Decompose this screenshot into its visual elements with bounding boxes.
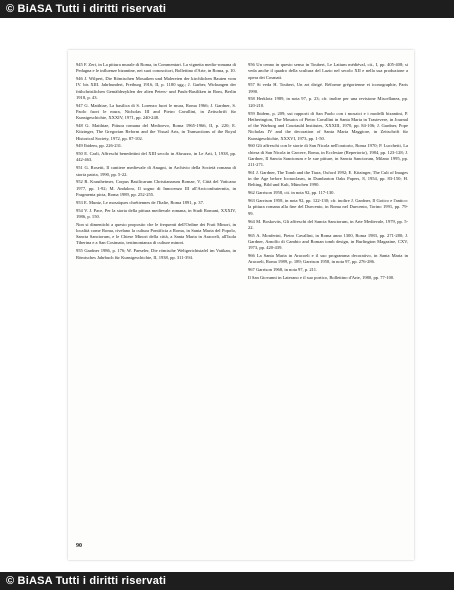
right-column	[248, 62, 408, 283]
footnote-paragraph: 956 Un cenno in questo senso in Toubert, Le Latium médiéval, cit., I, pp. 405-408; si veda anche il quadro della scultura del Lazio nel secolo XII e nella sua produzione a opera dei Cosmati.	[248, 62, 408, 80]
footnote-paragraph: 945 F. Zeri, in La pittura murale di Roma, in Commentari. La vignetta medio-romana di Pedagna e le influenze bizantine, nei suoi conoscitori, Bollettino d'Arte, in Roma, p. 10.	[76, 62, 236, 74]
footnote-paragraph: 946 J. Wilpert, Die Römischen Mosaiken und Malereien der kirchlichen Bauten vom IV. bis XIII. Jahrhundert, Freiburg 1916, II, p. 1180 sgg.; J. Garber, Wirkungen der frühchristlichen Gemäldezyklen der alten Peters- und Pauls-Basiliken in Rom, Berlin 1918, p. 43.	[76, 76, 236, 100]
footnote-paragraph: 966 La Santa Maria in Aracoeli e il suo programma decorativo, in Santa Maria in Aracoeli, Roma 1989, p. 189; Garrison 1958, in nota 97, pp. 276-286.	[248, 252, 408, 265]
footnote-paragraph: 947 G. Matthiae, La basilica di S. Lorenzo fuori le mura, Roma 1966; J. Gardner, S. Paolo fuori le mura, Nicholas III and Pietro Cavallini, in Zeitschrift für Kunstgeschichte, XXXIV, 1971, pp. 240-248.	[76, 102, 236, 121]
footnote-paragraph: 957 Si veda H. Toubert, Un art dirigé. Réforme grégorienne et iconographie, Paris 1990.	[248, 82, 408, 94]
page-number: 90	[76, 543, 82, 549]
footnote-paragraph: 951 G. Rosetti, Il cantiere medievale di Anagni, in Archivio della Società romana di storia patria, 1990, pp. 5-22.	[76, 165, 236, 177]
footnote-paragraph: 953 E. Muntz, Le mosaïques chrétiennes de l'Italie, Roma 1891, p. 37.	[76, 199, 204, 205]
footnote-paragraph: 948 G. Matthiae, Pittura romana del Medioevo, Roma 1965-1966, II, p. 220; E. Kitzinger, The Gregorian Reform and the Visual Arts, in Transactions of the Royal Historical Society, 1972, pp. 87-102.	[76, 123, 236, 141]
top-banner	[0, 0, 454, 18]
document-page	[68, 50, 414, 560]
footnote-paragraph: 962 Garrison 1958, cit. in nota 92, pp. 117-130.	[248, 190, 335, 196]
footnote-paragraph: 967 Garrison 1968, in nota 97, p. 211.	[248, 267, 318, 273]
footnote-paragraph: 963 Garrison 1958, in nota 92, pp. 122-130; cfr. inoltre J. Gardner, Il Gotico e l'antico: la pittura romana alla fine del Duecento, in Roma nel Duecento, Torino 1991, pp. 79-99.	[248, 198, 408, 216]
footnote-paragraph: 955 Gardner 1986, p. 176; W. Paeseler, Die römische Weltgerichtstafel im Vatikan, in Römisches Jahrbuch für Kunstgeschichte, II, 1938, pp. 311-394.	[76, 248, 236, 260]
footnote-paragraph: 959 Ibidem, p. 209; sui rapporti di San Paolo con i mosaici e i modelli bizantini, P. Hetherington, The Mosaics of Pietro Cavallini in Santa Maria in Trastevere, in Journal of the Warburg and Courtauld Institutes, XXXIII, 1970, pp. 84-106; J. Gardner, Pope Nicholas IV and the decoration of Santa Maria Maggiore, in Zeitschrift für Kunstgeschichte, XXXVI, 1973, pp. 1-50.	[248, 110, 408, 141]
footnote-paragraph: 952 R. Krautheimer, Corpus Basilicarum Christianarum Romae, V, Città del Vaticano 1977, pp. 1-92; M. Andaloro, Il sogno di Innocenzo III all'Arciconfraternita, in Fragmenta picta, Roma 1989, pp. 252-255.	[76, 179, 236, 197]
banner-text-top: © BiASA Tutti i diritti riservati	[6, 3, 167, 15]
footnote-paragraph: 960 Gli affreschi con le storie di San Nicola nell'oratorio, Roma 1970; P. Lucchetti, La chiesa di San Nicola in Carcere, Roma, in Ecclesiae (Repertorio), 1984, pp. 123-128; J. Gardner, Il Sancta Sanctorum e le sue pitture, in Sancta Sanctorum, Milano 1995, pp. 211-271.	[248, 143, 408, 168]
footnote-paragraph: 954 V. J. Pace, Per la storia della pittura medievale romana, in Studi Romani, XXXIV, 1986, p. 150.	[76, 207, 236, 219]
footnote-paragraph: 964 M. Boskovits, Gli affreschi del Sancta Sanctorum, in Arte Medievale, 1979, pp. 5-22.	[248, 218, 408, 230]
footnote-paragraph: Il San Giovanni in Laterano e il suo portico, Bollettino d'Arte, 1980, pp. 77-100.	[248, 274, 395, 280]
footnote-paragraph: 965 A. Monferini, Pietro Cavallini, in Roma anno 1300, Roma 1983, pp. 271-280; J. Gardner, Arnolfo di Cambio and Roman tomb design, in Burlington Magazine, CXV, 1973, pp. 420-439.	[248, 232, 408, 251]
footnote-paragraph: 949 Ibidem, pp. 226-231.	[76, 143, 123, 149]
footnote-paragraph: 961 J. Gardner, The Tomb and the Tiara, Oxford 1992; E. Kitzinger, The Cult of Images in the Age before Iconoclasm, in Dumbarton Oaks Papers, 8, 1954, pp. 83-150; H. Belting, Bild und Kult, München 1990.	[248, 169, 408, 188]
footnote-paragraph: 958 Herklotz 1989, in nota 97, p. 23; cfr. inoltre per una revisione Miscellanea, pp. 120-210.	[248, 96, 408, 108]
banner-text-bottom: © BiASA Tutti i diritti riservati	[6, 575, 167, 587]
footnote-paragraph: 950 E. Carli, Affreschi benedettini del XIII secolo in Abruzzo, in Le Arti, I, 1938, pp. 442-463.	[76, 151, 236, 163]
left-column	[76, 62, 236, 262]
footnote-paragraph: Non si dimentichi a questo proposito che le frequenti dell'Ordine dei Frati Minori, in località come Roma, rivelano la cultura Pontificia a Roma, in Santa Maria del Popolo, Sancta Sanctorum, e le Chiese Minori della città, a Santa Maria in Aracoeli, all'Isola Tiberina e a San Cosimato, testimonianza di culture minori.	[76, 221, 236, 246]
bottom-banner	[0, 572, 454, 590]
